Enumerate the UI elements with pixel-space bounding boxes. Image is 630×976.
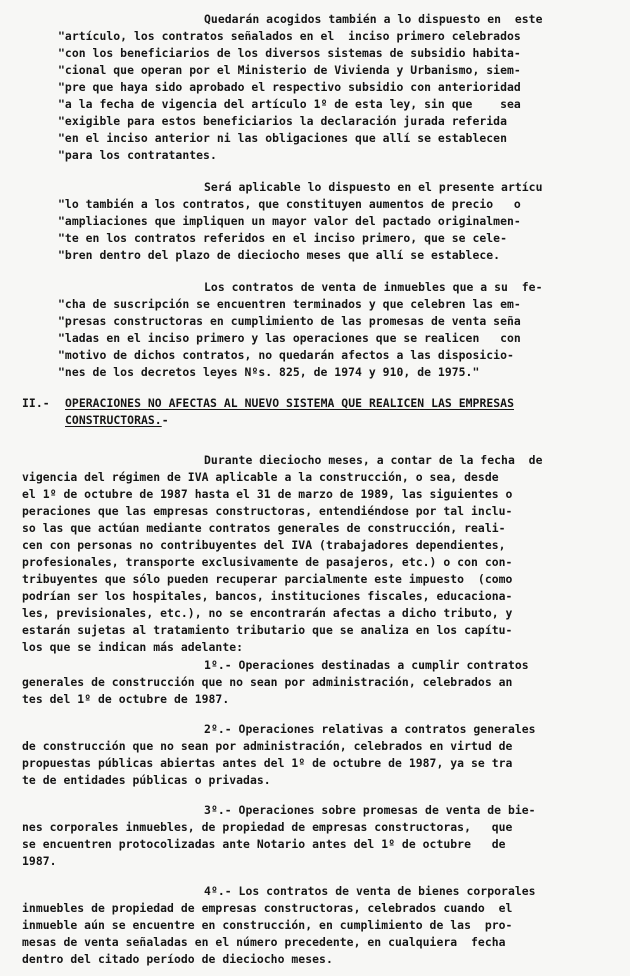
text-line: so las que actúan mediante contratos generales de construcción, reali- [22, 521, 506, 535]
section-title-text: CONSTRUCTORAS. [65, 413, 162, 427]
text-line: mesas de venta señaladas en el número precedente, en cualquiera fecha [22, 935, 506, 949]
text-line: "te en los contratos referidos en el inciso primero, que se cele- [58, 231, 508, 245]
text-line: vigencia del régimen de IVA aplicable a la construcción, o sea, desde [22, 470, 499, 484]
text-line: generales de construcción que no sean por administración, celebrados an [22, 675, 513, 689]
text-line: "presas constructoras en cumplimiento de las promesas de venta seña [58, 314, 521, 328]
section-title-line [65, 413, 169, 427]
text-line: dentro del citado período de dieciocho meses. [22, 952, 333, 966]
text-line: podrían ser los hospitales, bancos, instituciones fiscales, educaciona- [22, 589, 513, 603]
text-line: propuestas públicas abiertas antes del 1º de octubre de 1987, ya se tra [22, 756, 513, 770]
text-line: "para los contratantes. [58, 148, 217, 162]
text-line: 3º.- Operaciones sobre promesas de venta de bie- [204, 803, 536, 817]
text-line: inmueble aún se encuentre en construcción, en cumplimiento de las pro- [22, 918, 513, 932]
text-line: "cional que operan por el Ministerio de Vivienda y Urbanismo, siem- [58, 63, 521, 77]
text-line: 1º.- Operaciones destinadas a cumplir contratos [204, 658, 529, 672]
text-line: "motivo de dichos contratos, no quedarán afectos a las disposicio- [58, 348, 514, 362]
text-line: te de entidades públicas o privadas. [22, 773, 271, 787]
text-line: "lo también a los contratos, que constituyen aumentos de precio o [58, 197, 521, 211]
text-line: "con los beneficiarios de los diversos sistemas de subsidio habita- [58, 46, 521, 60]
text-line: los que se indican más adelante: [22, 640, 244, 654]
text-line: Durante dieciocho meses, a contar de la fecha de [204, 453, 543, 467]
text-line: peraciones que las empresas constructoras, entendiéndose por tal inclu- [22, 504, 513, 518]
text-line: tribuyentes que sólo pueden recuperar parcialmente este impuesto (como [22, 572, 513, 586]
text-line: "bren dentro del plazo de dieciocho meses que allí se establece. [58, 248, 501, 262]
text-line: "pre que haya sido aprobado el respectivo subsidio con anterioridad [58, 80, 521, 94]
text-line: "a la fecha de vigencia del artículo 1º de esta ley, sin que sea [58, 97, 521, 111]
text-line: "ampliaciones que impliquen un mayor valor del pactado originalmen- [58, 214, 521, 228]
text-line: de construcción que no sean por administración, celebrados en virtud de [22, 739, 513, 753]
text-line: "exigible para estos beneficiarios la declaración jurada referida [58, 114, 508, 128]
text-line: estarán sujetas al tratamiento tributario que se analiza en los capítu- [22, 623, 513, 637]
text-line: 2º.- Operaciones relativas a contratos generales [204, 722, 536, 736]
text-line: "ladas en el inciso primero y las operaciones que se realicen con [58, 331, 521, 345]
text-line: Quedarán acogidos también a lo dispuesto en este [204, 12, 543, 26]
text-line: se encuentren protocolizadas ante Notario antes del 1º de octubre de [22, 837, 506, 851]
text-line: cen con personas no contribuyentes del IVA (trabajadores dependientes, [22, 538, 506, 552]
text-line: inmuebles de propiedad de empresas constructoras, celebrados cuando el [22, 901, 513, 915]
text-line: tes del 1º de octubre de 1987. [22, 692, 230, 706]
text-line: Será aplicable lo dispuesto en el presente artícu [204, 180, 543, 194]
text-line: 1987. [22, 854, 57, 868]
text-line: les, previsionales, etc.), no se encontrarán afectas a dicho tributo, y [22, 606, 513, 620]
text-line: el 1º de octubre de 1987 hasta el 31 de marzo de 1989, las siguientes o [22, 487, 513, 501]
section-title-line: OPERACIONES NO AFECTAS AL NUEVO SISTEMA QUE REALICEN LAS EMPRESAS [65, 396, 515, 410]
text-line: profesionales, transporte exclusivamente de pasajeros, etc.) o con con- [22, 555, 513, 569]
text-line: "artículo, los contratos señalados en el inciso primero celebrados [58, 29, 521, 43]
text-line: nes corporales inmuebles, de propiedad de empresas constructoras, que [22, 820, 513, 834]
text-line: "en el inciso anterior ni las obligaciones que allí se establecen [58, 131, 508, 145]
section-number: II.- [22, 396, 50, 410]
section-title-suffix: - [161, 413, 169, 427]
text-line: "cha de suscripción se encuentren terminados y que celebren las em- [58, 297, 521, 311]
text-line: "nes de los decretos leyes Nºs. 825, de 1974 y 910, de 1975." [58, 365, 480, 379]
text-line: Los contratos de venta de inmuebles que a su fe- [204, 280, 543, 294]
text-line: 4º.- Los contratos de venta de bienes corporales [204, 884, 536, 898]
